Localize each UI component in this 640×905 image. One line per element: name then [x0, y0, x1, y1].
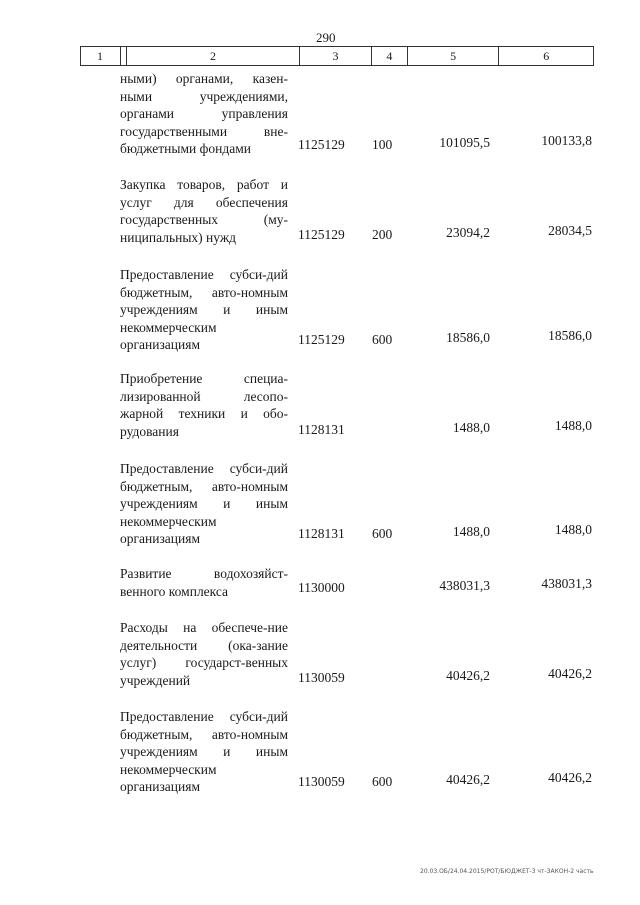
row-description: Приобретение специа-лизированной лесопо-жарной техники и обо-рудования — [120, 371, 288, 439]
row-code: 1125129 — [298, 227, 345, 242]
row-type: 600 — [372, 526, 393, 541]
row-value-col5: 23094,2 — [446, 225, 490, 240]
header-col-2: 2 — [127, 47, 300, 65]
row-description: Предоставление субси-дий бюджетным, авто-номным учреждениям и иным некоммерческим организациям — [120, 461, 288, 546]
row-code: 1130059 — [298, 774, 345, 789]
row-code: 1128131 — [298, 526, 345, 541]
row-code: 1125129 — [298, 137, 345, 152]
row-type: 200 — [372, 227, 393, 242]
row-description: Предоставление субси-дий бюджетным, авто-номным учреждениям и иным некоммерческим организациям — [120, 709, 288, 794]
table-header — [80, 46, 594, 66]
row-description: Закупка товаров, работ и услуг для обеспечения государственных (му-ниципальных) нужд — [120, 177, 288, 245]
row-description: Предоставление субси-дий бюджетным, авто-номным учреждениям и иным некоммерческим организациям — [120, 267, 288, 352]
row-description: Расходы на обеспече-ние деятельности (ока-зание услуг) государст-венных учреждений — [120, 620, 288, 688]
footer-print-stamp: 20.03.ОБ/24.04.2015/РОТ/БЮДЖЕТ-3 чт-ЗАКОН-2 часть — [420, 868, 594, 875]
row-description: ными) органами, казен-ными учреждениями, органами управления государственными вне-бюджетными фондами — [120, 71, 288, 156]
row-code: 1125129 — [298, 332, 345, 347]
header-col-5: 5 — [408, 47, 500, 65]
row-value-col6: 40426,2 — [548, 770, 592, 785]
row-code: 1130000 — [298, 580, 345, 595]
row-value-col6: 28034,5 — [548, 223, 592, 238]
row-description: Развитие водохозяйст-венного комплекса — [120, 566, 288, 599]
row-type: 600 — [372, 774, 393, 789]
header-col-4: 4 — [372, 47, 408, 65]
row-value-col6: 100133,8 — [541, 133, 592, 148]
page-number: 290 — [316, 30, 336, 45]
row-value-col5: 1488,0 — [452, 420, 490, 435]
row-code: 1130059 — [298, 670, 345, 685]
header-col-6: 6 — [543, 49, 550, 63]
row-code: 1128131 — [298, 422, 345, 437]
row-value-col5: 101095,5 — [439, 135, 490, 150]
row-type: 100 — [372, 137, 393, 152]
row-value-col6: 1488,0 — [554, 418, 592, 433]
row-value-col6: 18586,0 — [548, 328, 592, 343]
row-type: 600 — [372, 332, 393, 347]
row-value-col5: 1488,0 — [452, 524, 490, 539]
row-value-col5: 18586,0 — [446, 330, 490, 345]
row-value-col5: 438031,3 — [439, 578, 490, 593]
row-value-col5: 40426,2 — [446, 668, 490, 683]
header-col-3: 3 — [300, 47, 372, 65]
row-value-col6: 438031,3 — [541, 576, 592, 591]
row-value-col6: 40426,2 — [548, 666, 592, 681]
row-value-col6: 1488,0 — [554, 522, 592, 537]
row-value-col5: 40426,2 — [446, 772, 490, 787]
header-col-1: 1 — [81, 47, 121, 65]
